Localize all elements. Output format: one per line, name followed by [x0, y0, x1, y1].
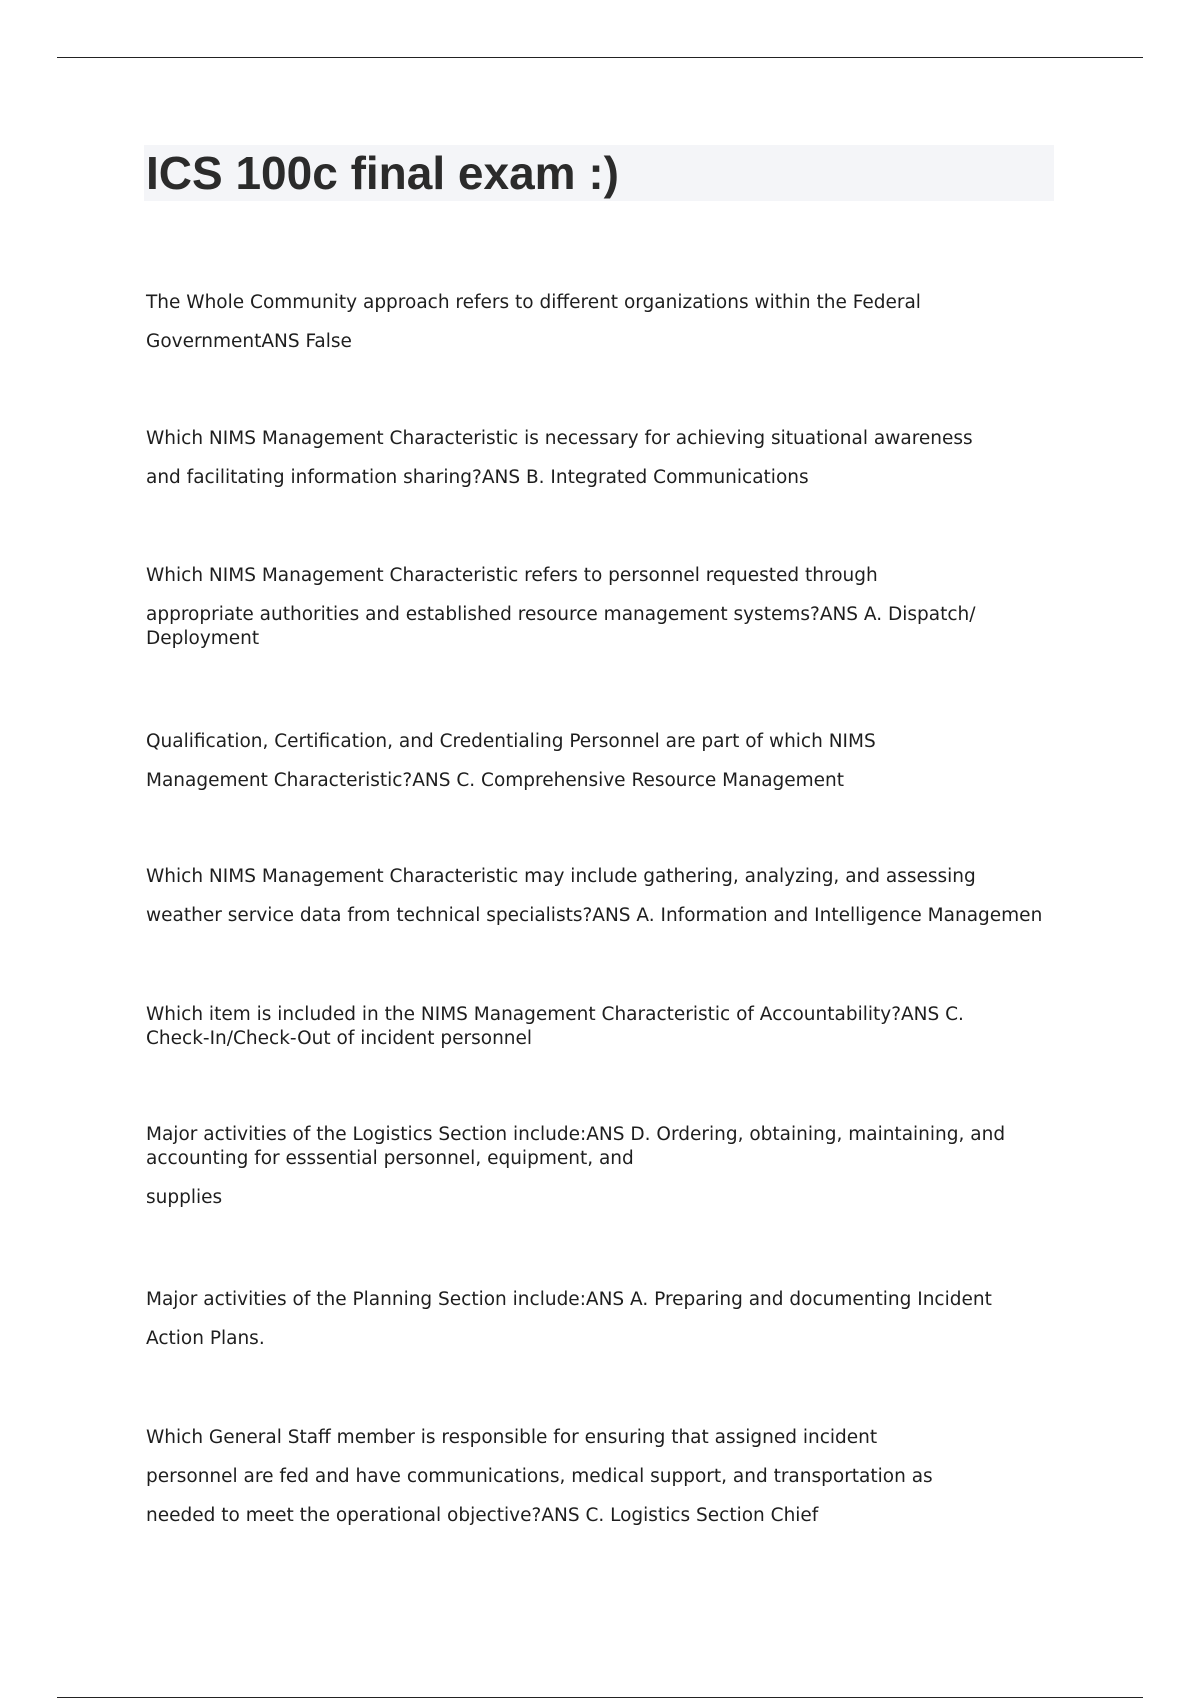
qa-line: The Whole Community approach refers to different organizations within the Federal	[146, 292, 921, 313]
qa-line: Which NIMS Management Characteristic is necessary for achieving situational awareness	[146, 428, 973, 449]
qa-line: appropriate authorities and established resource management systems?ANS A. Dispatch/	[146, 604, 976, 625]
qa-item-1	[146, 292, 921, 352]
qa-item-2	[146, 428, 973, 488]
qa-line: Major activities of the Logistics Section include:ANS D. Ordering, obtaining, maintaining, and	[146, 1124, 1006, 1145]
qa-item-6	[146, 1004, 964, 1049]
qa-line: Check-In/Check-Out of incident personnel	[146, 1028, 533, 1049]
qa-line: supplies	[146, 1187, 223, 1208]
qa-line: Management Characteristic?ANS C. Comprehensive Resource Management	[146, 770, 845, 791]
qa-line: Deployment	[146, 628, 260, 649]
qa-line: Which NIMS Management Characteristic refers to personnel requested through	[146, 565, 878, 586]
qa-line: Which item is included in the NIMS Management Characteristic of Accountability?ANS C.	[146, 1004, 964, 1025]
qa-item-8	[146, 1289, 992, 1349]
qa-line: personnel are fed and have communications, medical support, and transportation as	[146, 1466, 933, 1487]
qa-line: and facilitating information sharing?ANS B. Integrated Communications	[146, 467, 809, 488]
qa-line: GovernmentANS False	[146, 331, 352, 352]
qa-line: Major activities of the Planning Section include:ANS A. Preparing and documenting Incident	[146, 1289, 992, 1310]
qa-line: needed to meet the operational objective?ANS C. Logistics Section Chief	[146, 1505, 819, 1526]
page-title: ICS 100c final exam :)	[146, 147, 619, 199]
qa-item-7	[146, 1124, 1005, 1208]
qa-line: Which NIMS Management Characteristic may include gathering, analyzing, and assessing	[146, 866, 976, 887]
qa-item-5	[146, 866, 1042, 926]
qa-item-9	[146, 1427, 933, 1526]
qa-line: Qualification, Certification, and Credentialing Personnel are part of which NIMS	[146, 731, 876, 752]
top-rule	[57, 57, 1143, 58]
bottom-rule	[57, 1697, 1143, 1698]
qa-line: accounting for esssential personnel, equipment, and	[146, 1148, 634, 1169]
qa-line: Which General Staff member is responsible for ensuring that assigned incident	[146, 1427, 878, 1448]
qa-line: weather service data from technical specialists?ANS A. Information and Intelligence Managemen	[146, 905, 1043, 926]
qa-line: Action Plans.	[146, 1328, 265, 1349]
qa-item-4	[146, 731, 876, 791]
qa-item-3	[146, 565, 976, 649]
